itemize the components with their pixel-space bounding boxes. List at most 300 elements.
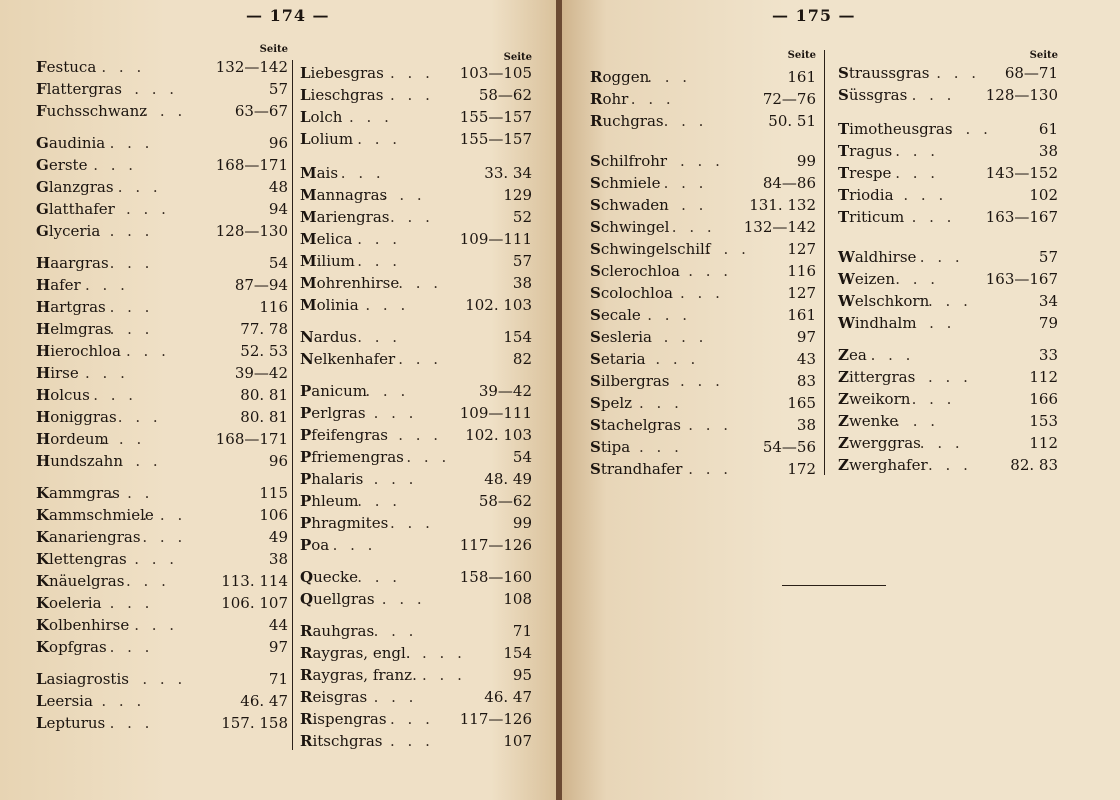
entry-page-ref: 103—105: [459, 64, 532, 82]
leader-dots: . . .: [422, 666, 466, 684]
leader-dots: . . .: [390, 732, 434, 750]
leader-dots: . . .: [373, 470, 418, 488]
entry-page-ref: 57: [512, 252, 532, 270]
leader-dots: . . .: [911, 208, 956, 226]
entry-name: Sclerochloa: [590, 262, 680, 280]
entry-page-ref: 39—42: [478, 382, 532, 400]
index-entry: [36, 614, 288, 636]
leader-dots: . . .: [101, 430, 146, 448]
index-entry: [838, 184, 1058, 206]
index-entry: [36, 296, 288, 318]
left-page: [0, 0, 558, 800]
entry-page-ref: 102. 103: [465, 296, 532, 314]
index-entry: [590, 88, 816, 110]
entry-name: Windhalm: [838, 314, 917, 332]
index-entry: [590, 66, 816, 88]
entry-name: Schwaden: [590, 196, 669, 214]
index-entry: [838, 290, 1058, 312]
index-entry: [838, 206, 1058, 228]
index-entry: [300, 446, 532, 468]
entry-page-ref: 168—171: [215, 156, 288, 174]
entry-page-ref: 157. 158: [221, 714, 288, 732]
entry-name: Klettengras: [36, 550, 127, 568]
entry-name: Honiggras: [36, 408, 117, 426]
index-entry: [300, 620, 532, 642]
index-entry: [590, 172, 816, 194]
entry-page-ref: 106. 107: [221, 594, 288, 612]
index-entry: [36, 56, 288, 78]
entry-name: Gerste: [36, 156, 88, 174]
leader-dots: . . .: [390, 514, 434, 532]
entry-page-ref: 97: [268, 638, 288, 656]
index-entry: [36, 220, 288, 242]
entry-page-ref: 80. 81: [240, 386, 288, 404]
entry-name: Holcus: [36, 386, 90, 404]
index-entry: [300, 534, 532, 556]
index-entry: [590, 216, 816, 238]
entry-page-ref: 154: [503, 644, 532, 662]
entry-page-ref: 43: [796, 350, 816, 368]
entry-page-ref: 71: [268, 670, 288, 688]
leader-dots: . . .: [357, 230, 402, 248]
leader-dots: . . .: [109, 254, 154, 272]
index-entry: [36, 504, 288, 526]
entry-page-ref: 48: [268, 178, 288, 196]
index-entry: [300, 250, 532, 272]
leader-dots: . . .: [109, 134, 154, 152]
entry-page-ref: 99: [796, 152, 816, 170]
leader-dots: . . .: [101, 58, 146, 76]
entry-page-ref: 99: [512, 514, 532, 532]
leader-dots: . . .: [647, 306, 692, 324]
entry-page-ref: 38: [1038, 142, 1058, 160]
entry-name: Ruchgras: [590, 112, 664, 130]
entry-page-ref: 48. 49: [484, 470, 532, 488]
entry-page-ref: 44: [268, 616, 288, 634]
entry-name: Quellgras: [300, 590, 375, 608]
entry-page-ref: 155—157: [459, 130, 532, 148]
index-entry: [300, 730, 532, 752]
entry-name: Reisgras: [300, 688, 368, 706]
entry-name: Hartgras: [36, 298, 106, 316]
entry-name: Setaria: [590, 350, 646, 368]
index-entry: [36, 450, 288, 472]
right-page: [562, 0, 1120, 800]
entry-page-ref: 117—126: [459, 536, 532, 554]
entry-page-ref: 79: [1038, 314, 1058, 332]
entry-name: Helmgras: [36, 320, 112, 338]
entry-name: Flattergras: [36, 80, 122, 98]
entry-page-ref: 102: [1029, 186, 1058, 204]
leader-dots: . . .: [663, 174, 708, 192]
index-entry: [838, 432, 1058, 454]
entry-page-ref: 166: [1029, 390, 1058, 408]
leader-dots: . . .: [663, 328, 708, 346]
entry-name: Silbergras: [590, 372, 670, 390]
index-entry: [838, 118, 1058, 140]
entry-name: Nelkenhafer: [300, 350, 396, 368]
leader-dots: . . .: [895, 164, 940, 182]
entry-page-ref: 54—56: [762, 438, 816, 456]
leader-dots: . . .: [390, 208, 434, 226]
entry-name: Raygras, franz.: [300, 666, 417, 684]
entry-name: Glanzgras: [36, 178, 114, 196]
entry-name: Stipa: [590, 438, 631, 456]
entry-page-ref: 127: [787, 284, 816, 302]
index-entry: [300, 84, 532, 106]
entry-page-ref: 143—152: [985, 164, 1058, 182]
entry-page-ref: 112: [1029, 434, 1058, 452]
leader-dots: . . .: [639, 394, 683, 412]
entry-name: Lieschgras: [300, 86, 384, 104]
leader-dots: . . .: [390, 710, 434, 728]
index-entry: [36, 340, 288, 362]
entry-name: Triodia: [838, 186, 894, 204]
leader-dots: . . .: [365, 382, 410, 400]
entry-page-ref: 168—171: [215, 430, 288, 448]
entry-name: Trespe: [838, 164, 892, 182]
leader-dots: . . .: [134, 616, 179, 634]
index-entry: [300, 642, 532, 664]
index-entry: [590, 392, 816, 414]
entry-page-ref: 127: [787, 240, 816, 258]
leader-dots: . . .: [398, 350, 443, 368]
index-entry: [300, 272, 532, 294]
leader-dots: . . .: [126, 572, 170, 590]
index-entry: [838, 84, 1058, 106]
entry-name: Zwerghafer: [838, 456, 928, 474]
index-entry: [590, 370, 816, 392]
left-page-index-column-2: [300, 0, 532, 800]
entry-name: Nardus: [300, 328, 357, 346]
entry-name: Zweikorn: [838, 390, 911, 408]
index-entry: [590, 326, 816, 348]
entry-page-ref: 172: [787, 460, 816, 478]
index-entry: [36, 592, 288, 614]
index-entry: [838, 312, 1058, 334]
entry-page-ref: 96: [268, 134, 288, 152]
right-page-index-column-1: [590, 0, 816, 800]
entry-name: Lasiagrostis: [36, 670, 129, 688]
leader-dots: . . .: [134, 80, 179, 98]
index-entry: [300, 380, 532, 402]
entry-page-ref: 161: [787, 68, 816, 86]
entry-name: Glatthafer: [36, 200, 115, 218]
index-entry: [590, 458, 816, 480]
entry-name: Sesleria: [590, 328, 653, 346]
index-entry: [590, 348, 816, 370]
index-entry: [36, 318, 288, 340]
leader-dots: . . .: [109, 638, 154, 656]
index-entry: [590, 238, 816, 260]
leader-dots: . . .: [101, 692, 146, 710]
entry-name: Festuca: [36, 58, 97, 76]
entry-page-ref: 84—86: [762, 174, 816, 192]
leader-dots: . . .: [671, 218, 716, 236]
entry-name: Scolochloa: [590, 284, 673, 302]
entry-name: Mais: [300, 164, 339, 182]
leader-dots: . . .: [373, 622, 418, 640]
entry-page-ref: 52: [512, 208, 532, 226]
index-entry: [36, 78, 288, 100]
entry-page-ref: 50. 51: [768, 112, 816, 130]
index-entry: [300, 424, 532, 446]
entry-page-ref: 38: [796, 416, 816, 434]
index-entry: [590, 150, 816, 172]
entry-page-ref: 112: [1029, 368, 1058, 386]
index-entry: [300, 128, 532, 150]
index-entry: [36, 176, 288, 198]
entry-page-ref: 57: [268, 80, 288, 98]
leader-dots: . . .: [109, 484, 154, 502]
left-page-index-column-1: [36, 0, 288, 800]
entry-page-ref: 46. 47: [484, 688, 532, 706]
index-entry: [838, 162, 1058, 184]
leader-dots: . . .: [117, 178, 162, 196]
leader-dots: . . .: [655, 350, 700, 368]
entry-page-ref: 72—76: [762, 90, 816, 108]
end-rule: [782, 585, 886, 586]
leader-dots: . . .: [109, 222, 154, 240]
entry-page-ref: 108: [503, 590, 532, 608]
entry-name: Stachelgras: [590, 416, 681, 434]
entry-name: Mohrenhirse: [300, 274, 400, 292]
entry-name: Panicum: [300, 382, 367, 400]
entry-name: Poa: [300, 536, 330, 554]
entry-name: Straussgras: [838, 64, 930, 82]
leader-dots: . . .: [895, 270, 940, 288]
entry-page-ref: 33. 34: [484, 164, 532, 182]
entry-name: Rohr: [590, 90, 629, 108]
entry-page-ref: 63—67: [234, 102, 288, 120]
entry-page-ref: 132—142: [215, 58, 288, 76]
page-number-left: — 174 —: [246, 6, 330, 25]
entry-name: Knäuelgras: [36, 572, 125, 590]
leader-dots: . . .: [357, 492, 402, 510]
entry-name: Waldhirse: [838, 248, 917, 266]
leader-dots: . . .: [919, 248, 964, 266]
entry-name: Pfriemengras: [300, 448, 404, 466]
leader-dots: . . .: [390, 64, 434, 82]
entry-name: Mannagras: [300, 186, 388, 204]
entry-page-ref: 155—157: [459, 108, 532, 126]
entry-page-ref: 61: [1038, 120, 1058, 138]
index-entry: [300, 106, 532, 128]
entry-page-ref: 161: [787, 306, 816, 324]
index-entry: [36, 406, 288, 428]
index-entry: [590, 436, 816, 458]
entry-name: Zwerggras: [838, 434, 921, 452]
leader-dots: . . .: [340, 164, 385, 182]
leader-dots: . . .: [630, 90, 675, 108]
entry-page-ref: 95: [512, 666, 532, 684]
leader-dots: . . .: [706, 240, 750, 258]
seite-header: Seite: [1029, 50, 1058, 61]
leader-dots: . . .: [936, 64, 981, 82]
leader-dots: . . .: [126, 200, 170, 218]
leader-dots: . . .: [680, 152, 724, 170]
index-entry: [36, 384, 288, 406]
entry-page-ref: 57: [1038, 248, 1058, 266]
leader-dots: . . .: [688, 460, 733, 478]
leader-dots: . . .: [680, 284, 724, 302]
entry-name: Zittergras: [838, 368, 916, 386]
leader-dots: . . .: [398, 426, 443, 444]
leader-dots: . . .: [134, 550, 179, 568]
entry-page-ref: 113. 114: [221, 572, 288, 590]
leader-dots: . . .: [109, 594, 154, 612]
entry-name: Welschkorn: [838, 292, 930, 310]
entry-name: Secale: [590, 306, 641, 324]
index-entry: [300, 402, 532, 424]
leader-dots: . . .: [422, 644, 466, 662]
index-entry: [300, 490, 532, 512]
index-entry: [838, 246, 1058, 268]
entry-page-ref: 87—94: [234, 276, 288, 294]
leader-dots: . . .: [332, 536, 377, 554]
entry-page-ref: 109—111: [459, 404, 532, 422]
entry-name: Rauhgras: [300, 622, 375, 640]
leader-dots: . . .: [109, 298, 154, 316]
index-entry: [300, 468, 532, 490]
entry-page-ref: 82: [512, 350, 532, 368]
index-entry: [36, 274, 288, 296]
index-entry: [300, 588, 532, 610]
entry-name: Timotheusgras: [838, 120, 953, 138]
entry-page-ref: 132—142: [743, 218, 816, 236]
entry-page-ref: 116: [259, 298, 288, 316]
index-entry: [300, 512, 532, 534]
leader-dots: . . .: [93, 386, 138, 404]
entry-name: Lolium: [300, 130, 354, 148]
entry-name: Mariengras: [300, 208, 390, 226]
leader-dots: . . .: [357, 568, 402, 586]
index-entry: [300, 686, 532, 708]
entry-page-ref: 82. 83: [1010, 456, 1058, 474]
entry-name: Ritschgras: [300, 732, 383, 750]
leader-dots: . . .: [126, 342, 170, 360]
entry-name: Kanariengras: [36, 528, 141, 546]
leader-dots: . . .: [85, 364, 129, 382]
entry-page-ref: 115: [259, 484, 288, 502]
index-entry: [300, 294, 532, 316]
leader-dots: . . .: [928, 456, 972, 474]
entry-page-ref: 83: [796, 372, 816, 390]
leader-dots: . . .: [93, 156, 138, 174]
entry-page-ref: 96: [268, 452, 288, 470]
entry-page-ref: 39—42: [234, 364, 288, 382]
leader-dots: . . .: [357, 328, 402, 346]
index-entry: [300, 162, 532, 184]
column-divider: [292, 60, 293, 750]
leader-dots: . . .: [406, 448, 451, 466]
entry-name: Roggen: [590, 68, 650, 86]
entry-name: Phragmites: [300, 514, 389, 532]
entry-name: Zea: [838, 346, 867, 364]
entry-page-ref: 38: [268, 550, 288, 568]
entry-page-ref: 107: [503, 732, 532, 750]
leader-dots: . . .: [142, 670, 187, 688]
leader-dots: . . .: [373, 404, 418, 422]
leader-dots: . . .: [895, 412, 940, 430]
leader-dots: . . .: [647, 68, 692, 86]
entry-page-ref: 129: [503, 186, 532, 204]
leader-dots: . . .: [117, 452, 162, 470]
index-entry: [590, 194, 816, 216]
leader-dots: . . .: [663, 196, 708, 214]
entry-page-ref: 153: [1029, 412, 1058, 430]
index-entry: [838, 454, 1058, 476]
index-entry: [300, 664, 532, 686]
entry-name: Spelz: [590, 394, 633, 412]
leader-dots: . . .: [117, 408, 162, 426]
index-entry: [838, 388, 1058, 410]
entry-page-ref: 38: [512, 274, 532, 292]
leader-dots: . . .: [357, 252, 402, 270]
index-entry: [300, 184, 532, 206]
index-entry: [36, 712, 288, 734]
entry-name: Schwingelschilf: [590, 240, 711, 258]
leader-dots: . . .: [663, 112, 708, 130]
leader-dots: . . .: [928, 368, 972, 386]
entry-name: Koeleria: [36, 594, 102, 612]
entry-name: Molinia: [300, 296, 359, 314]
entry-name: Hafer: [36, 276, 81, 294]
entry-name: Schilfrohr: [590, 152, 668, 170]
leader-dots: . . .: [688, 262, 733, 280]
entry-page-ref: 68—71: [1004, 64, 1058, 82]
seite-header: Seite: [259, 44, 288, 55]
index-entry: [36, 362, 288, 384]
entry-name: Hordeum: [36, 430, 109, 448]
leader-dots: . . .: [688, 416, 733, 434]
index-entry: [590, 260, 816, 282]
entry-page-ref: 54: [512, 448, 532, 466]
entry-name: Haargras: [36, 254, 109, 272]
entry-page-ref: 58—62: [478, 492, 532, 510]
leader-dots: . . .: [349, 108, 393, 126]
index-entry: [838, 62, 1058, 84]
index-entry: [36, 636, 288, 658]
column-divider: [824, 50, 825, 475]
index-entry: [300, 206, 532, 228]
right-page-index-column-2: [838, 0, 1058, 800]
index-entry: [36, 428, 288, 450]
leader-dots: . . .: [911, 86, 956, 104]
index-entry: [300, 228, 532, 250]
entry-page-ref: 77. 78: [240, 320, 288, 338]
index-entry: [36, 668, 288, 690]
leader-dots: . . .: [919, 434, 964, 452]
leader-dots: . . .: [911, 314, 956, 332]
entry-name: Hierochloa: [36, 342, 121, 360]
index-entry: [838, 410, 1058, 432]
entry-name: Perlgras: [300, 404, 366, 422]
index-entry: [36, 526, 288, 548]
entry-page-ref: 71: [512, 622, 532, 640]
index-entry: [300, 708, 532, 730]
index-entry: [36, 548, 288, 570]
index-entry: [590, 414, 816, 436]
entry-page-ref: 117—126: [459, 710, 532, 728]
entry-name: Schmiele: [590, 174, 661, 192]
entry-name: Kammschmiele: [36, 506, 154, 524]
entry-page-ref: 163—167: [985, 270, 1058, 288]
leader-dots: . . .: [895, 142, 940, 160]
entry-name: Phleum: [300, 492, 359, 510]
entry-name: Lolch: [300, 108, 343, 126]
leader-dots: . . .: [109, 714, 154, 732]
